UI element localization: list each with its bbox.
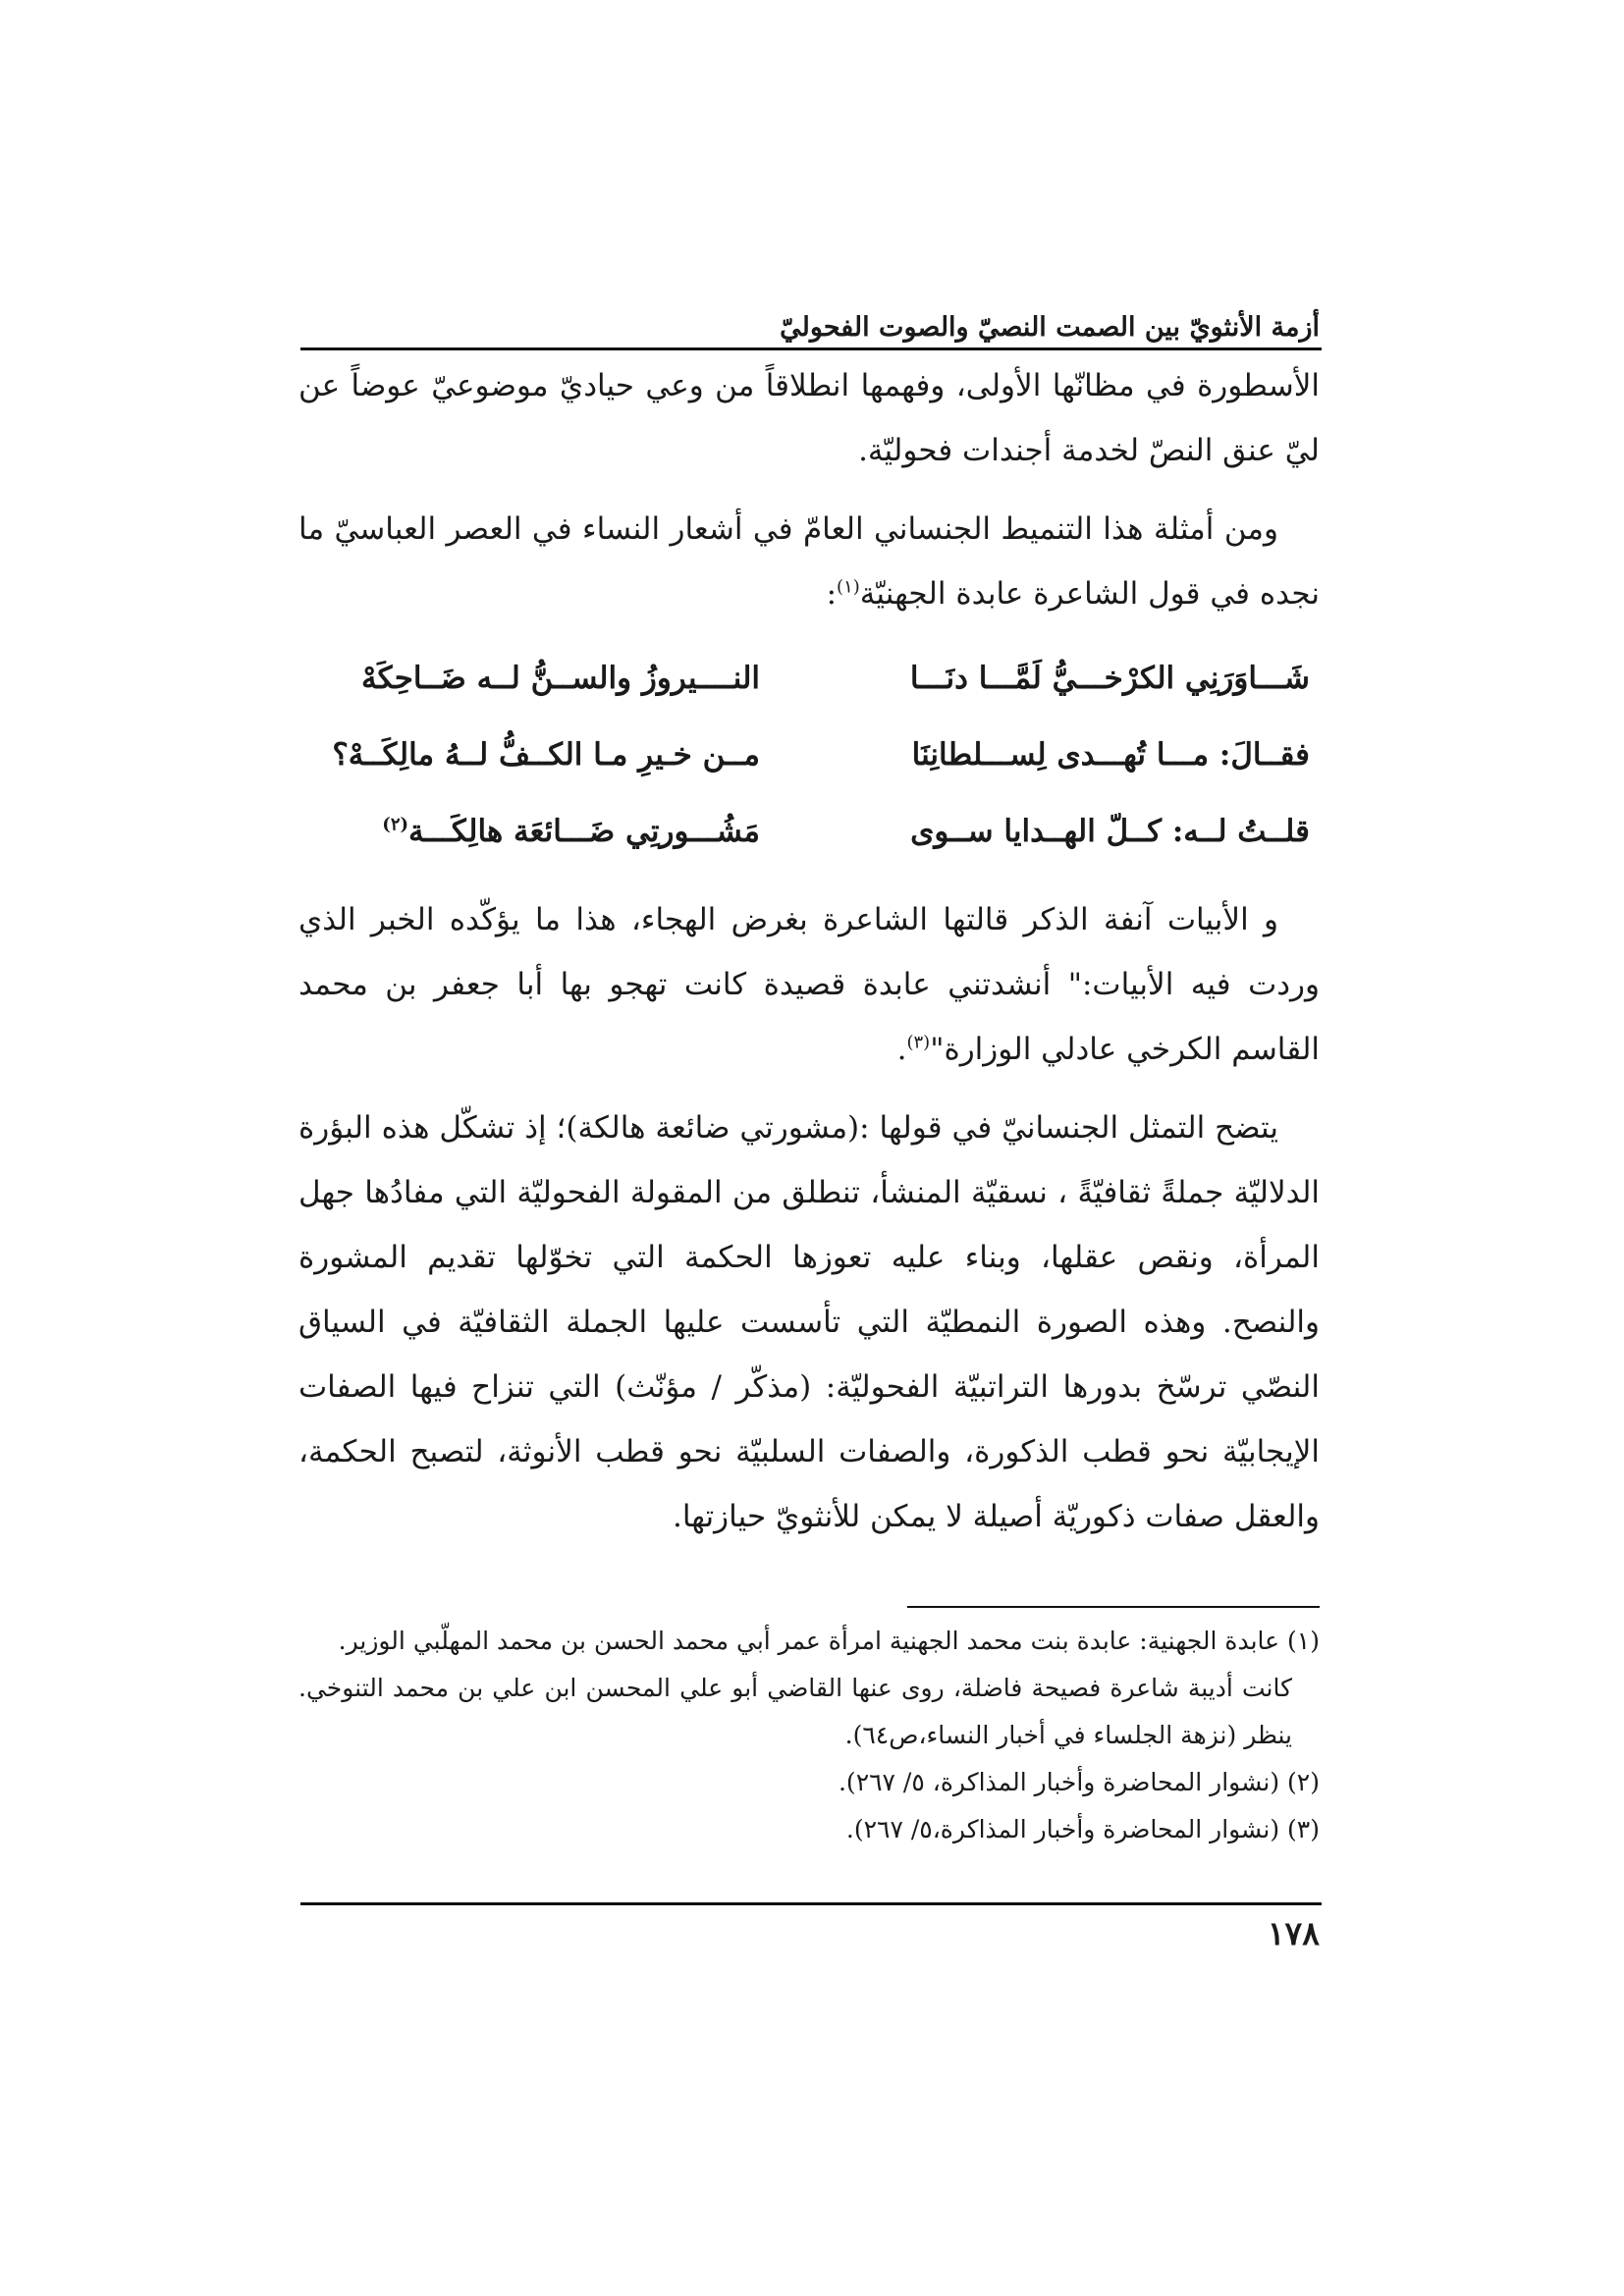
- paragraph-1: الأسطورة في مظانّها الأولى، وفهمها انطلاقاً من وعي حياديّ موضوعيّ عوضاً عن ليّ عنق النصّ لخدمة أجندات فحوليّة.: [298, 368, 1320, 468]
- poem-verses: [298, 640, 1320, 870]
- paragraph-3-text: و الأبيات آنفة الذكر قالتها الشاعرة بغرض الهجاء، هذا ما يؤكّده الخبر الذي وردت فيه الأبيات:" أنشدتني عابدة قصيدة كانت تهجو بها أبا جعفر بن محمد القاسم الكرخي عادلي الوزارة": [298, 902, 1320, 1067]
- footer-rule: [300, 1902, 1322, 1905]
- footnote-text: عابدة الجهنية: عابدة بنت محمد الجهنية امرأة عمر أبي محمد الحسن بن محمد المهلّبي الوزير.: [338, 1627, 1280, 1655]
- paragraph-3: [298, 887, 1320, 1082]
- paragraph-2: [298, 497, 1320, 626]
- footnote-marker: (٣): [1287, 1815, 1320, 1843]
- footnote-text: (نشوار المحاضرة وأخبار المذاكرة،٥/ ٢٦٧).: [845, 1815, 1280, 1843]
- header-rule: [300, 347, 1322, 350]
- verse-line: [298, 640, 1320, 717]
- paragraph-2-text: ومن أمثلة هذا التنميط الجنساني العامّ في أشعار النساء في العصر العباسيّ ما نجده في قول الشاعرة عابدة الجهنيّة: [298, 511, 1320, 612]
- footnotes: [298, 1618, 1320, 1853]
- page-number: ١٧٨: [1267, 1914, 1320, 1952]
- footnote-ref-3[interactable]: (٣): [906, 1032, 931, 1053]
- paragraph-3-end: .: [896, 1032, 907, 1067]
- footnote-1: [298, 1618, 1320, 1759]
- footnote-continuation: كانت أديبة شاعرة فصيحة فاضلة، روى عنها القاضي أبو علي المحسن ابن علي بن محمد التنوخي. ينظر (نزهة الجلساء في أخبار النساء،ص٦٤).: [298, 1674, 1292, 1749]
- footnote-separator: [907, 1606, 1320, 1608]
- running-title: أزمة الأنثويّ بين الصمت النصيّ والصوت الفحوليّ: [780, 312, 1320, 343]
- footnote-marker: (٢): [1287, 1768, 1320, 1796]
- verse-second-hemistich: مــن خـيرِ مـا الكــفُّ لــهُ مالِكَــهْ؟: [332, 737, 760, 773]
- verse-line: [298, 793, 1320, 870]
- footnote-ref-1[interactable]: (١): [837, 576, 860, 598]
- footnote-2: [298, 1759, 1320, 1806]
- footnote-3: [298, 1806, 1320, 1853]
- verse-second-hemistich: [328, 793, 760, 870]
- main-text: [298, 353, 1320, 1563]
- footnote-text: (نشوار المحاضرة وأخبار المذاكرة، ٥/ ٢٦٧).: [838, 1768, 1280, 1796]
- footnote-ref-2[interactable]: (٢): [382, 814, 409, 835]
- paragraph-4: يتضح التمثل الجنسانيّ في قولها :(مشورتي ضائعة هالكة)؛ إذ تشكّل هذه البؤرة الدلاليّة جملةً ثقافيّةً ، نسقيّة المنشأ، تنطلق من المقولة الفحوليّة التي مفادُها جهل المرأة، ونقص عقلها، وبناء عليه تعوزها الحكمة التي تخوّلها تقديم المشورة والنصح. وهذه الصورة النمطيّة التي تأسست عليها الجملة الثقافيّة في السياق النصّي ترسّخ بدورها التراتبيّة الفحوليّة: (مذكّر / مؤنّث) التي تنزاح فيها الصفات الإيجابيّة نحو قطب الذكورة، والصفات السلبيّة نحو قطب الأنوثة، لتصبح الحكمة، والعقل صفات ذكوريّة أصيلة لا يمكن للأنثويّ حيازتها.: [298, 1110, 1320, 1534]
- verse-second-text: مَشُـــورتِي ضَـــائعَة هالِكَـــة: [408, 814, 760, 849]
- verse-first-hemistich: فقــالَ: مـــا تُهـــدى لِســـلطانِنَا: [911, 737, 1310, 773]
- verse-line: [298, 717, 1320, 793]
- verse-first-hemistich: قلــتُ لــه: كــلّ الهــدايا ســوى: [910, 814, 1310, 849]
- footnote-marker: (١): [1287, 1627, 1320, 1655]
- verse-first-hemistich: شَـــاوَرَنِي الكرْخـــيُّ لَمَّـــا دنَـــا: [909, 661, 1310, 696]
- verse-second-hemistich: النــــيروزُ والســنُّ لــه ضَــاحِكَهْ: [360, 661, 760, 696]
- paragraph-2-end: :: [826, 576, 838, 612]
